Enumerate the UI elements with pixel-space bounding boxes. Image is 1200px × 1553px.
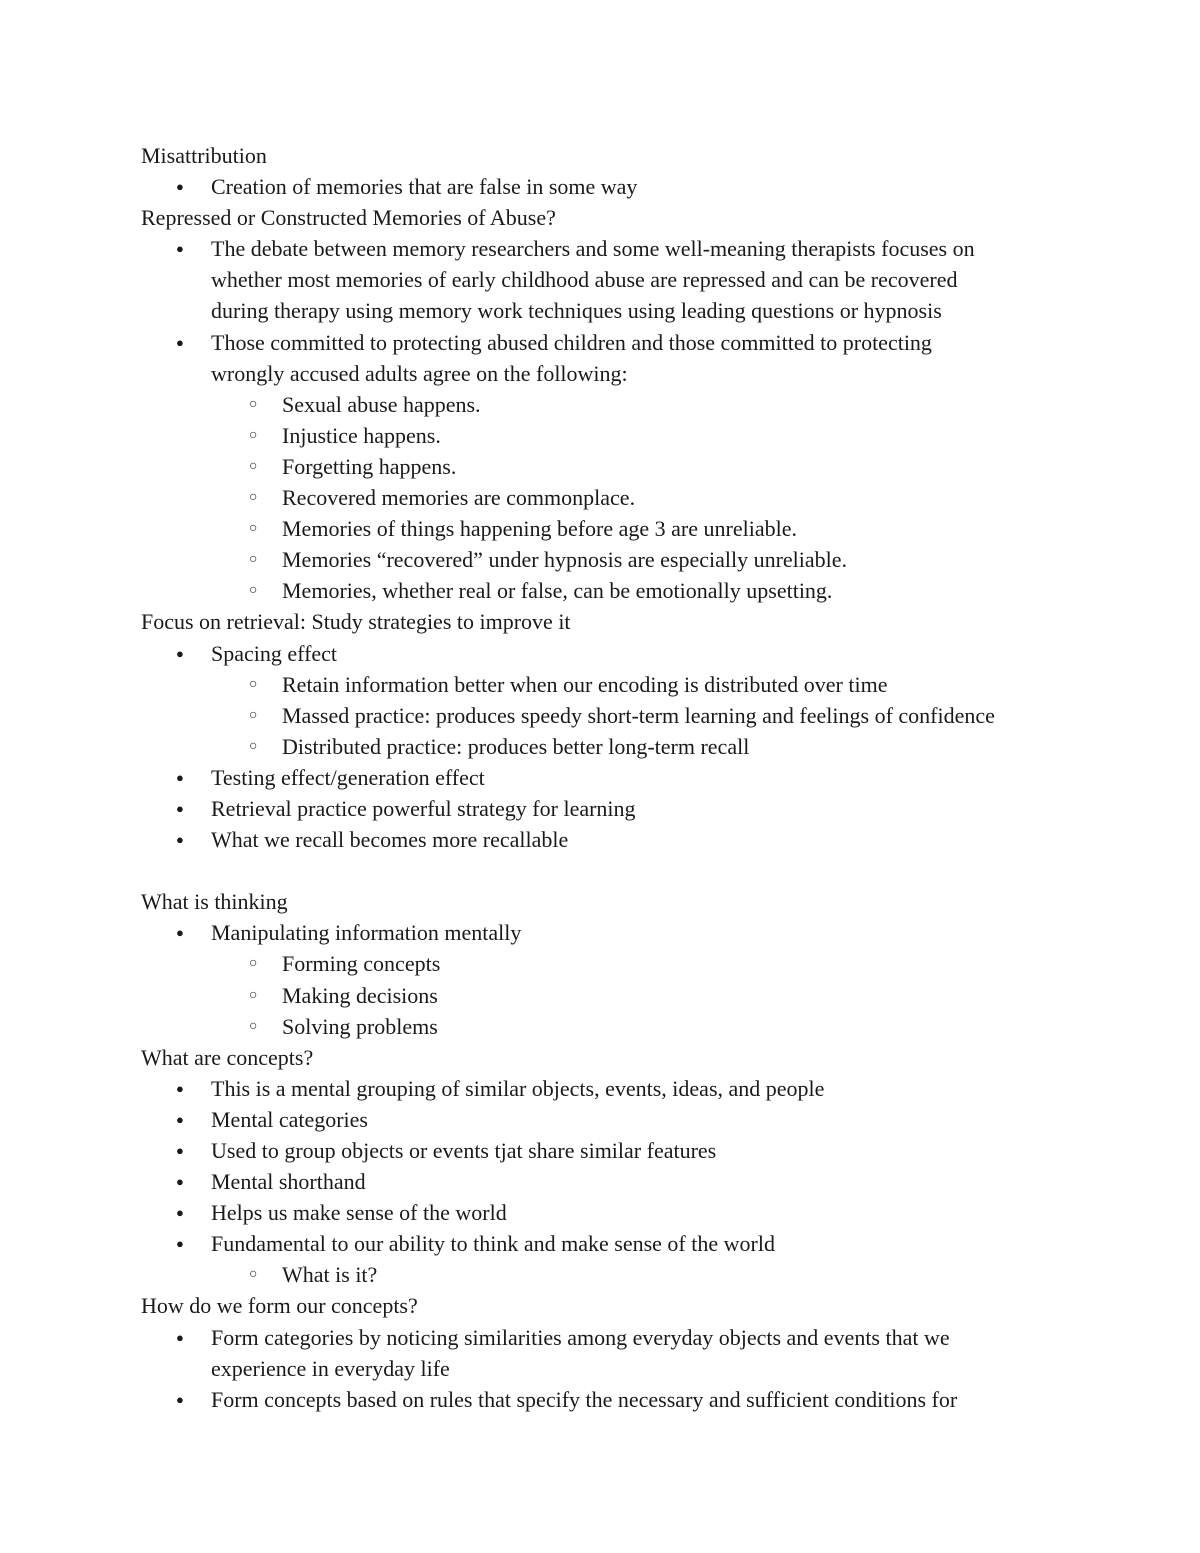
section-heading-forming-concepts: How do we form our concepts? xyxy=(141,1293,418,1319)
list-item-text: What we recall becomes more recallable xyxy=(211,827,569,853)
list-item-text: Form concepts based on rules that specify the necessary and sufficient conditions for xyxy=(211,1386,958,1412)
sub-list-item xyxy=(141,451,1061,482)
sub-list-item xyxy=(141,420,1061,451)
sub-list-item-text: Forming concepts xyxy=(282,951,441,977)
sub-list-item xyxy=(141,544,1061,575)
list-item-text: Creation of memories that are false in some way xyxy=(211,174,638,200)
list-item-continuation: wrongly accused adults agree on the following: xyxy=(211,360,628,386)
sub-list-item xyxy=(141,482,1061,513)
list-item-continuation: during therapy using memory work techniques using leading questions or hypnosis xyxy=(211,298,942,324)
list-item xyxy=(141,1322,1061,1353)
list-item-continuation: experience in everyday life xyxy=(211,1355,450,1381)
list-item xyxy=(141,917,1061,948)
bullet-filled-icon: ● xyxy=(176,800,184,816)
bullet-filled-icon: ● xyxy=(176,1329,184,1345)
list-item-text: Retrieval practice powerful strategy for learning xyxy=(211,795,636,821)
sub-list-item-text: Distributed practice: produces better long-term recall xyxy=(282,733,750,759)
list-item-text: Spacing effect xyxy=(211,640,338,666)
list-item-continuation: whether most memories of early childhood abuse are repressed and can be recovered xyxy=(211,267,958,293)
list-item xyxy=(141,1135,1061,1166)
list-item xyxy=(141,762,1061,793)
list-item xyxy=(141,824,1061,855)
bullet-filled-icon: ● xyxy=(176,1080,184,1096)
list-item xyxy=(141,1197,1061,1228)
sub-list-item-text: Memories, whether real or false, can be emotionally upsetting. xyxy=(282,578,833,604)
bullet-hollow-icon: ○ xyxy=(249,676,258,692)
sub-list-item xyxy=(141,389,1061,420)
bullet-hollow-icon: ○ xyxy=(249,583,258,599)
sub-list-item-text: Injustice happens. xyxy=(282,422,441,448)
bullet-hollow-icon: ○ xyxy=(249,956,258,972)
section-heading-retrieval: Focus on retrieval: Study strategies to improve it xyxy=(141,609,571,635)
list-item-text: This is a mental grouping of similar objects, events, ideas, and people xyxy=(211,1075,825,1101)
sub-list-item-text: Making decisions xyxy=(282,982,438,1008)
sub-list-item xyxy=(141,700,1061,731)
bullet-hollow-icon: ○ xyxy=(249,707,258,723)
bullet-filled-icon: ● xyxy=(176,1391,184,1407)
list-item xyxy=(141,327,1061,358)
bullet-filled-icon: ● xyxy=(176,334,184,350)
sub-list-item-text: Massed practice: produces speedy short-term learning and feelings of confidence xyxy=(282,702,995,728)
list-item-text: Mental shorthand xyxy=(211,1169,366,1195)
bullet-filled-icon: ● xyxy=(176,179,184,195)
list-item xyxy=(141,1384,1061,1415)
bullet-filled-icon: ● xyxy=(176,645,184,661)
bullet-hollow-icon: ○ xyxy=(249,396,258,412)
bullet-hollow-icon: ○ xyxy=(249,427,258,443)
sub-list-item xyxy=(141,980,1061,1011)
list-item xyxy=(141,638,1061,669)
list-item xyxy=(141,1073,1061,1104)
sub-list-item-text: Memories “recovered” under hypnosis are especially unreliable. xyxy=(282,547,848,573)
sub-list-item-text: Recovered memories are commonplace. xyxy=(282,485,636,511)
blank-line xyxy=(141,855,1061,886)
section-heading-misattribution: Misattribution xyxy=(141,143,267,168)
document-page xyxy=(141,140,1061,1415)
list-item xyxy=(141,171,1061,202)
sub-list-item xyxy=(141,575,1061,606)
list-item xyxy=(141,1228,1061,1259)
list-item xyxy=(141,793,1061,824)
sub-list-item-text: Sexual abuse happens. xyxy=(282,391,481,417)
sub-list-item-text: Solving problems xyxy=(282,1013,438,1039)
list-item-text: Used to group objects or events tjat share similar features xyxy=(211,1138,717,1163)
section-heading-thinking: What is thinking xyxy=(141,889,288,915)
sub-list-item xyxy=(141,1259,1061,1290)
bullet-hollow-icon: ○ xyxy=(249,738,258,754)
sub-list-item xyxy=(141,1011,1061,1042)
bullet-filled-icon: ● xyxy=(176,925,184,941)
bullet-filled-icon: ● xyxy=(176,241,184,257)
bullet-filled-icon: ● xyxy=(176,1143,184,1158)
list-item-text: Manipulating information mentally xyxy=(211,920,522,946)
sub-list-item-text: What is it? xyxy=(282,1262,378,1288)
bullet-hollow-icon: ○ xyxy=(249,1267,258,1283)
bullet-filled-icon: ● xyxy=(176,832,184,848)
bullet-hollow-icon: ○ xyxy=(249,521,258,537)
sub-list-item-text: Forgetting happens. xyxy=(282,453,457,479)
bullet-filled-icon: ● xyxy=(176,769,184,785)
bullet-hollow-icon: ○ xyxy=(249,458,258,474)
sub-list-item xyxy=(141,669,1061,700)
bullet-hollow-icon: ○ xyxy=(249,490,258,506)
sub-list-item-text: Memories of things happening before age 3 are unreliable. xyxy=(282,516,797,542)
list-item-text: Testing effect/generation effect xyxy=(211,764,485,790)
bullet-filled-icon: ● xyxy=(176,1174,184,1190)
sub-list-item-text: Retain information better when our encoding is distributed over time xyxy=(282,671,888,697)
bullet-hollow-icon: ○ xyxy=(249,1018,258,1034)
bullet-filled-icon: ● xyxy=(176,1205,184,1221)
section-heading-repressed-memories: Repressed or Constructed Memories of Abuse? xyxy=(141,205,556,231)
list-item xyxy=(141,233,1061,264)
list-item-text: Mental categories xyxy=(211,1106,368,1132)
list-item xyxy=(141,1166,1061,1197)
bullet-filled-icon: ● xyxy=(176,1111,184,1127)
sub-list-item xyxy=(141,731,1061,762)
section-heading-concepts: What are concepts? xyxy=(141,1044,314,1070)
bullet-hollow-icon: ○ xyxy=(249,987,258,1003)
bullet-filled-icon: ● xyxy=(176,1236,184,1252)
sub-list-item xyxy=(141,513,1061,544)
sub-list-item xyxy=(141,948,1061,979)
list-item-text: Those committed to protecting abused children and those committed to protecting xyxy=(211,329,932,355)
list-item-text: Form categories by noticing similarities among everyday objects and events that we xyxy=(211,1324,950,1350)
list-item-text: Fundamental to our ability to think and make sense of the world xyxy=(211,1231,775,1257)
list-item-text: Helps us make sense of the world xyxy=(211,1200,507,1226)
list-item xyxy=(141,1104,1061,1135)
bullet-hollow-icon: ○ xyxy=(249,552,258,568)
list-item-text: The debate between memory researchers and some well-meaning therapists focuses on xyxy=(211,236,975,262)
